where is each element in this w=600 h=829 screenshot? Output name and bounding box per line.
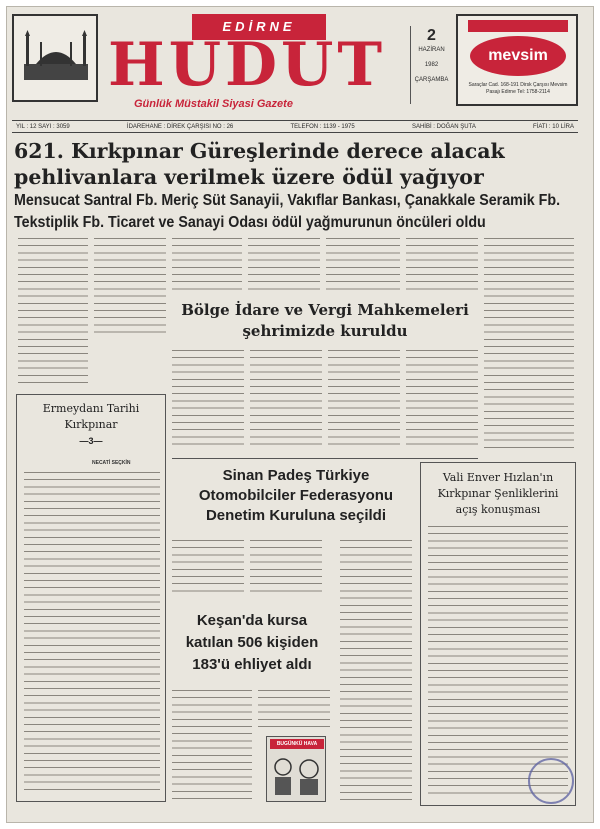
advert-strip <box>468 20 568 32</box>
kesan-body-2 <box>258 690 330 730</box>
mevsim-advert <box>456 14 578 106</box>
court-article-body-4 <box>406 350 478 450</box>
date-day: 2 <box>427 27 436 44</box>
lead-column-7 <box>484 238 574 454</box>
history-author: NECATİ SEÇKİN <box>92 460 131 466</box>
mosque-icon <box>20 30 92 86</box>
issue-date <box>410 26 452 104</box>
owner: SAHİBİ : DOĞAN ŞUTA <box>411 124 476 130</box>
history-title-1: Ermeydanı Tarihi <box>42 402 140 415</box>
vali-body <box>428 526 568 798</box>
library-stamp <box>528 758 574 804</box>
weather-box <box>266 736 326 802</box>
padeş-article-title: Sinan Padeş Türkiye Otomobilciler Federasyonu Denetim Kuruluna seçildi <box>198 467 394 524</box>
history-title-2: Kırkpınar <box>64 418 118 431</box>
year-issue: YIL : 12 SAYI : 3059 <box>16 124 70 130</box>
court-article-body-3 <box>328 350 400 450</box>
padeş-body-3 <box>340 540 412 806</box>
court-article-title: Bölge İdare ve Vergi Mahkemeleri şehrimizde kuruldu <box>181 301 469 340</box>
phone: TELEFON : 1139 - 1975 <box>290 124 355 130</box>
lead-column-1 <box>18 238 88 386</box>
padeş-body-1 <box>172 540 244 596</box>
advert-brand: mevsim <box>470 36 566 76</box>
padeş-body-2 <box>250 540 322 596</box>
edirne-mosque-emblem <box>12 14 98 102</box>
advert-address: Saraçlar Cad. 168-191 Dirsk Çarşısı Mevsim Pasajı Edirne Tel: 1758-2114 <box>468 82 568 95</box>
date-weekday: ÇARŞAMBA <box>414 77 449 83</box>
weather-cartoon-icon <box>269 751 325 801</box>
weather-label: BUGÜNKÜ HAVA <box>270 739 324 749</box>
date-year: 1982 <box>424 62 439 68</box>
lead-column-4 <box>248 238 320 290</box>
history-part-number: —3— <box>79 436 103 446</box>
lead-column-3 <box>172 238 242 290</box>
office-address: İDAREHANE : DİREK ÇARŞISI NO : 26 <box>126 124 234 130</box>
court-article-body-1 <box>172 350 244 450</box>
kesan-article-title: Keşan'da kursa katılan 506 kişiden 183'ü ehliyet aldı <box>185 612 319 673</box>
history-body <box>24 472 160 796</box>
newspaper-slogan: Günlük Müstakil Siyasi Gazete <box>134 98 293 110</box>
court-article-body-2 <box>250 350 322 450</box>
kesan-body-1 <box>172 690 252 802</box>
sub-headline: Mensucat Santral Fb. Meriç Süt Sanayii, Vakıflar Bankası, Çanakkale Seramik Fb. Tekstiplik Fb. Ticaret ve Sanayi Odası ödül yağmurunun öncüleri oldu <box>14 192 561 231</box>
lead-column-2 <box>94 238 166 338</box>
lead-column-6 <box>406 238 478 290</box>
newspaper-name: HUDUT <box>108 30 387 100</box>
issue-info-bar <box>12 120 578 133</box>
lead-column-5 <box>326 238 400 290</box>
section-divider <box>172 458 478 459</box>
date-month: HAZİRAN <box>418 47 445 53</box>
vali-article-title: Vali Enver Hızlan'ın Kırkpınar Şenliklerini açış konuşması <box>437 471 559 516</box>
city-banner: EDİRNE <box>192 14 326 40</box>
main-headline: 621. Kırkpınar Güreşlerinde derece alacak pehlivanlara verilmek üzere ödül yağıyor <box>14 139 505 189</box>
masthead <box>12 10 578 116</box>
price: FİATI : 10 LİRA <box>533 124 574 130</box>
